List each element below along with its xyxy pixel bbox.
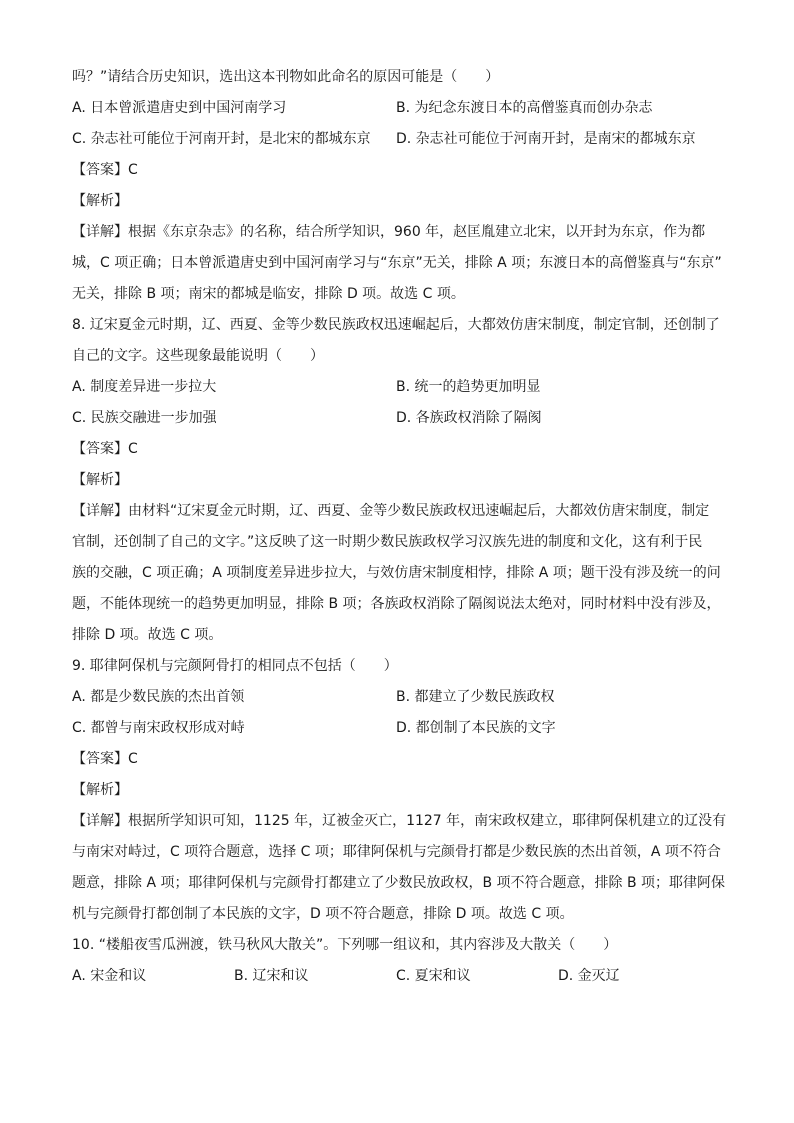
document-page xyxy=(72,62,727,992)
q8-option-d: D. 各族政权消除了隔阂 xyxy=(396,410,542,426)
q7-answer: 【答案】C xyxy=(72,162,138,178)
q8-option-b: B. 统一的趋势更加明显 xyxy=(396,379,541,395)
q7-options-row-2 xyxy=(72,124,724,155)
q9-options-row-2 xyxy=(72,713,724,744)
q8-detail-line: 【详解】由材料“辽宋夏金元时期，辽、西夏、金等少数民族政权迅速崛起后，大都效仿唐宋制度，制定 xyxy=(72,503,710,519)
q8-stem xyxy=(72,310,724,372)
q7-detail-line: 【详解】根据《东京杂志》的名称，结合所学知识，960 年，赵匡胤建立北宋，以开封为东京，作为都 xyxy=(72,224,706,240)
q7-option-b: B. 为纪念东渡日本的高僧鉴真而创办杂志 xyxy=(396,100,653,116)
q8-option-a: A. 制度差异进一步拉大 xyxy=(72,379,217,395)
q8-stem-line: 自己的文字。这些现象最能说明（ ） xyxy=(72,348,324,364)
q8-option-c: C. 民族交融进一步加强 xyxy=(72,410,217,426)
q9-option-b: B. 都建立了少数民族政权 xyxy=(396,689,555,705)
q7-analysis-heading: 【解析】 xyxy=(72,193,128,209)
q8-detail xyxy=(72,496,724,651)
q9-detail-line: 【详解】根据所学知识可知，1125 年，辽被金灭亡，1127 年，南宋政权建立，耶律阿保机建立的辽没有 xyxy=(72,813,727,829)
q9-options-row-1 xyxy=(72,682,724,713)
q8-detail-line: 排除 D 项。故选 C 项。 xyxy=(72,627,223,643)
q10-options-row xyxy=(72,961,724,992)
q8-detail-line: 官制，还创制了自己的文字。”这反映了这一时期少数民族政权学习汉族先进的制度和文化，这有利于民 xyxy=(72,534,703,550)
q9-option-d: D. 都创制了本民族的文字 xyxy=(396,720,556,736)
q10-option-b: B. 辽宋和议 xyxy=(234,968,309,984)
q8-detail-line: 族的交融，C 项正确；A 项制度差异进步拉大，与效仿唐宋制度相悖，排除 A 项；题干没有涉及统一的问 xyxy=(72,565,721,581)
q10-option-c: C. 夏宋和议 xyxy=(396,968,471,984)
q7-detail-line: 城，C 项正确；日本曾派遣唐史到中国河南学习与“东京”无关，排除 A 项；东渡日本的高僧鉴真与“东京” xyxy=(72,255,722,271)
q7-detail xyxy=(72,217,724,310)
q9-detail-line: 题意，排除 A 项；耶律阿保机与完颜骨打都建立了少数民放政权，B 项不符合题意，排除 B 项；耶律阿保 xyxy=(72,875,726,891)
q7-option-d: D. 杂志社可能位于河南开封，是南宋的都城东京 xyxy=(396,131,696,147)
q8-detail-line: 题，不能体现统一的趋势更加明显，排除 B 项；各族政权消除了隔阂说法太绝对，同时材料中没有涉及， xyxy=(72,596,721,612)
q8-stem-line: 8. 辽宋夏金元时期，辽、西夏、金等少数民族政权迅速崛起后，大都效仿唐宋制度，制定官制，还创制了 xyxy=(72,317,720,333)
q9-option-a: A. 都是少数民族的杰出首领 xyxy=(72,689,245,705)
q7-stem-tail: 吗？”请结合历史知识，选出这本刊物如此命名的原因可能是（ ） xyxy=(72,69,500,85)
q9-detail xyxy=(72,806,727,930)
q7-option-a: A. 日本曾派遣唐史到中国河南学习 xyxy=(72,100,287,116)
q9-option-c: C. 都曾与南宋政权形成对峙 xyxy=(72,720,245,736)
q9-answer: 【答案】C xyxy=(72,751,138,767)
q7-option-c: C. 杂志社可能位于河南开封，是北宋的都城东京 xyxy=(72,131,371,147)
q9-detail-line: 机与完颜骨打都创制了本民族的文字，D 项不符合题意，排除 D 项。故选 C 项。 xyxy=(72,906,574,922)
q7-detail-line: 无关，排除 B 项；南宋的都城是临安，排除 D 项。故选 C 项。 xyxy=(72,286,465,302)
q10-option-d: D. 金灭辽 xyxy=(558,968,620,984)
q8-options-row-1 xyxy=(72,372,724,403)
q8-answer: 【答案】C xyxy=(72,441,138,457)
q7-options-row-1 xyxy=(72,93,724,124)
q9-detail-line: 与南宋对峙过，C 项符合题意，选择 C 项；耶律阿保机与完颜骨打都是少数民族的杰出首领，A 项不符合 xyxy=(72,844,721,860)
q9-analysis-heading: 【解析】 xyxy=(72,782,128,798)
q10-stem: 10. “楼船夜雪瓜洲渡，铁马秋风大散关”。下列哪一组议和，其内容涉及大散关（ ） xyxy=(72,937,618,953)
q8-analysis-heading: 【解析】 xyxy=(72,472,128,488)
q8-options-row-2 xyxy=(72,403,724,434)
q9-stem: 9. 耶律阿保机与完颜阿骨打的相同点不包括（ ） xyxy=(72,658,398,674)
q10-option-a: A. 宋金和议 xyxy=(72,968,147,984)
